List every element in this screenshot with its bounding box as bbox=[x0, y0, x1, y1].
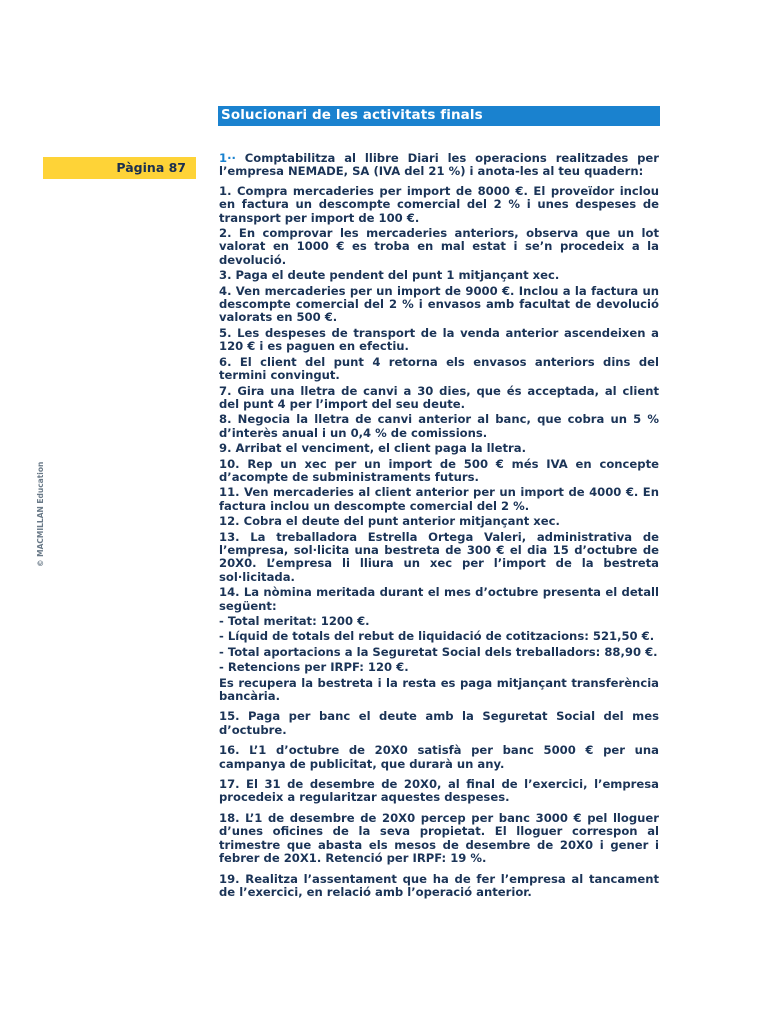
section-header-bar bbox=[218, 106, 660, 126]
list-item: 14. La nòmina meritada durant el mes d’octubre presenta el detall següent: bbox=[219, 585, 659, 613]
list-item: 2. En comprovar les mercaderies anteriors, observa que un lot valorat en 1000 € es troba en mal estat i se’n procedeix a la devolució. bbox=[219, 226, 659, 267]
list-item: 15. Paga per banc el deute amb la Seguretat Social del mes d’octubre. bbox=[219, 709, 659, 737]
list-item: 18. L’1 de desembre de 20X0 percep per banc 3000 € pel lloguer d’unes oficines de la seva propietat. El lloguer correspon al trimestre que abasta els mesos de desembre de 20X0 i gener i febrer de 20X1. Retenció per IRPF: 19 %. bbox=[219, 810, 659, 866]
activity-intro bbox=[219, 152, 659, 179]
page-number-label: Pàgina 87 bbox=[116, 160, 186, 175]
list-item: 1. Compra mercaderies per import de 8000 €. El proveïdor inclou en factura un descompte comercial del 2 % i unes despeses de transport per import de 100 €. bbox=[219, 183, 659, 225]
list-item: 19. Realitza l’assentament que ha de fer l’empresa al tancament de l’exercici, en relació amb l’operació anterior. bbox=[219, 871, 659, 899]
activity-content bbox=[219, 152, 659, 899]
list-item: 10. Rep un xec per un import de 500 € més IVA en concepte d’acompte de subministraments futurs. bbox=[219, 456, 659, 484]
activity-statement: Comptabilitza al llibre Diari les operacions realitzades per l’empresa NEMADE, SA (IVA del 21 %) i anota-les al teu quadern: bbox=[219, 151, 659, 179]
list-item: 4. Ven mercaderies per un import de 9000 €. Inclou a la factura un descompte comercial del 2 % i envasos amb facultat de devolució valorats en 500 €. bbox=[219, 283, 659, 325]
list-item: 7. Gira una lletra de canvi a 30 dies, que és acceptada, al client del punt 4 per l’import del seu deute. bbox=[219, 383, 659, 411]
payroll-detail-item: - Total meritat: 1200 €. bbox=[219, 614, 370, 628]
payroll-detail-item: - Total aportacions a la Seguretat Social dels treballadors: 88,90 €. bbox=[219, 644, 658, 659]
list-item: 9. Arribat el venciment, el client paga la lletra. bbox=[219, 441, 526, 456]
publisher-credit: © MACMILLAN Education bbox=[36, 461, 45, 567]
list-item: 8. Negocia la lletra de canvi anterior al banc, que cobra un 5 % d’interès anual i un 0,4 % de comissions. bbox=[219, 412, 659, 440]
list-item: 17. El 31 de desembre de 20X0, al final de l’exercici, l’empresa procedeix a regularitzar aquestes despeses. bbox=[219, 777, 659, 805]
payroll-detail-item: - Líquid de totals del rebut de liquidació de cotitzacions: 521,50 €. bbox=[219, 629, 655, 644]
payroll-note: Es recupera la bestreta i la resta es paga mitjançant transferència bancària. bbox=[219, 675, 659, 704]
section-title: Solucionari de les activitats finals bbox=[221, 107, 483, 123]
list-item: 6. El client del punt 4 retorna els envasos anteriors dins del termini convingut. bbox=[219, 354, 659, 383]
list-item: 16. L’1 d’octubre de 20X0 satisfà per banc 5000 € per una campanya de publicitat, que durarà un any. bbox=[219, 743, 659, 771]
payroll-detail-item: - Retencions per IRPF: 120 €. bbox=[219, 660, 409, 675]
list-item: 12. Cobra el deute del punt anterior mitjançant xec. bbox=[219, 514, 560, 529]
list-item: 11. Ven mercaderies al client anterior per un import de 4000 €. En factura inclou un descompte comercial del 2 %. bbox=[219, 485, 659, 513]
page-number-tab bbox=[43, 157, 196, 179]
activity-number: 1·· bbox=[219, 151, 236, 165]
list-item: 3. Paga el deute pendent del punt 1 mitjançant xec. bbox=[219, 268, 560, 283]
list-item: 13. La treballadora Estrella Ortega Valeri, administrativa de l’empresa, sol·licita una bestreta de 300 € el dia 15 d’octubre de 20X0. L’empresa li lliura un xec per l’import de la bestreta sol·licitada. bbox=[219, 529, 659, 584]
list-item: 5. Les despeses de transport de la venda anterior ascendeixen a 120 € i es paguen en efectiu. bbox=[219, 325, 659, 354]
